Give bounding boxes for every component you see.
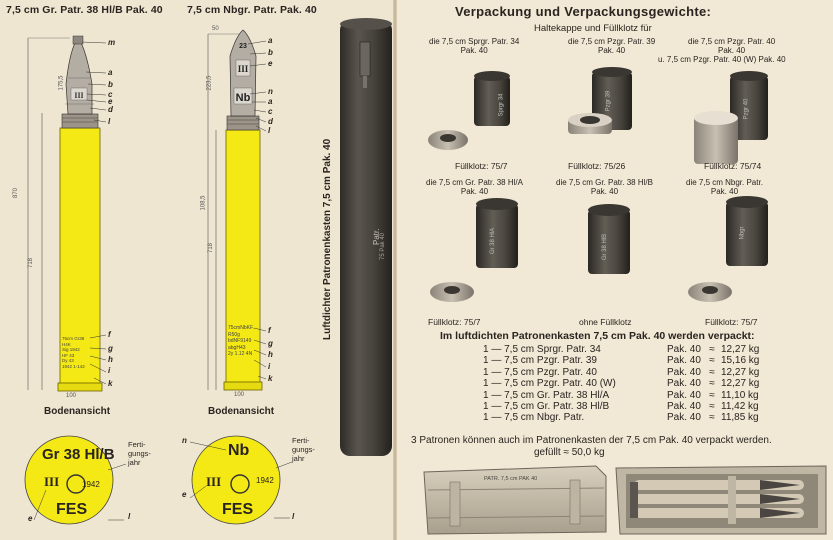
stamp-line: 75cmNbKF.	[228, 325, 254, 331]
weight-pak: Pak. 40	[667, 412, 701, 424]
shell2-label-a2: a	[268, 97, 273, 106]
svg-text:Nb: Nb	[235, 92, 251, 104]
crate-stencil: PATR. 7,5 cm PAK 40	[484, 476, 538, 482]
fertig-line: jahr	[128, 458, 141, 467]
stamp-line: HF 43	[62, 352, 75, 358]
kasten-line: Im luftdichten Patronenkasten 7,5 cm Pak. 40 werden verpackt:	[440, 330, 755, 342]
shell2-label-k: k	[268, 374, 273, 383]
shell1-base-bottom: FES	[56, 501, 88, 518]
shell2-label-d: d	[268, 117, 273, 126]
caption-line: Pak. 40	[598, 46, 626, 55]
weight-kg: 11,85 kg	[721, 412, 759, 424]
shell2-label-b: b	[268, 48, 273, 57]
stamp-line: bdNF9149	[228, 338, 252, 344]
weight-row	[483, 378, 759, 389]
shell2-base-top: Nb	[228, 442, 250, 459]
case-vertical-label: Luftdichter Patronenkasten 7,5 cm Pak. 40	[322, 138, 333, 340]
shell1-label-d: d	[108, 105, 113, 114]
shell2-label-l: l	[268, 126, 271, 135]
weight-item: 1 — 7,5 cm Gr. Patr. 38 Hl/A	[483, 389, 610, 401]
caption-line: die 7,5 cm Gr. Patr. 38 Hl/A	[426, 178, 523, 187]
row2-fuellklotz-1: Füllklotz: 75/7	[428, 317, 481, 327]
shell2-label-g: g	[268, 339, 273, 348]
shell1-dim-head: 175,5	[58, 75, 65, 91]
weight-kg: 11,42 kg	[721, 401, 759, 413]
weight-row	[483, 355, 759, 366]
shell1-label-e: e	[108, 97, 113, 106]
shell2-label-h: h	[268, 350, 273, 359]
stamp-line: 2y 1.12 4N	[228, 351, 253, 357]
stamp-line: R50g	[228, 331, 240, 338]
caption-line: Pak. 40	[590, 187, 619, 196]
fertig-line: Ferti-	[292, 436, 310, 445]
row2-fuellklotz-3: Füllklotz: 75/7	[705, 317, 758, 327]
row2-stamp-3: Nbgr	[739, 226, 746, 240]
weight-kg: 12,27 kg	[721, 378, 760, 390]
row1-fuellklotz-3: Füllklotz: 75/74	[704, 161, 762, 171]
stamp-line: Sig 1942	[62, 347, 80, 352]
stamp-line: H4K	[62, 341, 71, 347]
shell1-base-top: Gr 38 Hl/B	[42, 446, 115, 463]
gefuellt-line: gefüllt ≈ 50,0 kg	[534, 447, 605, 458]
shell1-base-mark: III	[44, 474, 60, 489]
shell2-base-label-e: e	[182, 490, 187, 499]
caption-line: Pak. 40	[460, 46, 488, 55]
shell1-label-b: b	[108, 80, 113, 89]
caption-line: die 7,5 cm Sprgr. Patr. 34	[429, 37, 520, 46]
stamp-line: 1942 1-142	[62, 363, 85, 369]
weight-row	[483, 367, 759, 378]
fertig-line: gungs-	[128, 449, 151, 458]
fertig-line: jahr	[292, 454, 305, 463]
weight-approx: ≈	[709, 344, 715, 355]
weight-approx: ≈	[709, 355, 715, 367]
shell2-base-label-l: l	[292, 512, 295, 521]
shell2-base-view	[186, 424, 296, 536]
shell2-label-e: e	[268, 59, 273, 68]
row1-objects	[420, 64, 830, 174]
shell1-base-label-e: e	[28, 514, 33, 523]
weight-row	[483, 344, 759, 355]
weight-item: 1 — 7,5 cm Pzgr. Patr. 40	[483, 366, 597, 378]
shell2-dim-case: 718	[208, 242, 215, 254]
row1-caption-3	[688, 37, 775, 55]
row1-stamp-2: Pzgr 39	[605, 90, 612, 112]
shell2-dim-tip: 50	[212, 26, 219, 32]
caption-line: Pak. 40	[718, 46, 746, 55]
weight-kg: 12,27 kg	[721, 344, 760, 355]
case-stencil: Patr.	[372, 228, 381, 245]
shell2-label-n: n	[268, 87, 273, 96]
shell2-base-label-n: n	[182, 436, 187, 445]
shell1-base-year: 1942	[82, 480, 100, 489]
shell1-label-l: l	[108, 117, 111, 126]
weight-row	[483, 401, 759, 412]
weight-row	[483, 390, 759, 401]
weight-pak: Pak. 40	[667, 344, 701, 355]
fertig-line: gungs-	[292, 445, 315, 454]
row2-objects	[420, 194, 830, 314]
caption-line: die 7,5 cm Gr. Patr. 38 Hl/B	[556, 178, 653, 187]
weight-item: 1 — 7,5 cm Nbgr. Patr.	[483, 412, 585, 424]
stamp-line: Dy 43	[62, 358, 74, 363]
row1-fuellklotz-2: Füllklotz: 75/26	[568, 161, 626, 171]
shell1-label-a: a	[108, 68, 113, 77]
row1-caption-1	[429, 37, 519, 55]
case-stencil-2: 75 Pak 40	[380, 232, 386, 260]
row1-stamp-1: Sprgr 34	[498, 93, 505, 117]
weight-pak: Pak. 40	[667, 389, 701, 401]
weight-approx: ≈	[709, 412, 715, 424]
shell1-label-i: i	[108, 366, 111, 375]
weight-item: 1 — 7,5 cm Gr. Patr. 38 Hl/B	[483, 401, 610, 413]
weight-item: 1 — 7,5 cm Sprgr. Patr. 34	[483, 344, 601, 355]
shell2-dim-total: 108,5	[200, 195, 207, 211]
shell2-dim-head: 223,5	[206, 75, 213, 91]
stamp-line: 75cm Gr38	[62, 336, 85, 341]
caption-line: Pak. 40	[460, 187, 489, 196]
row2-stamp-2: Gr 38 HlB	[602, 233, 609, 261]
shell1-label-c: c	[108, 90, 113, 99]
shell2-bodenansicht: Bodenansicht	[208, 406, 275, 417]
weight-item: 1 — 7,5 cm Pzgr. Patr. 40 (W)	[483, 378, 616, 390]
shell1-label-k: k	[108, 379, 113, 388]
shell1-stamp	[62, 336, 85, 369]
three-patronen-line: 3 Patronen können auch im Patronenkasten der 7,5 cm Pak. 40 verpackt werden.	[411, 435, 772, 446]
weight-item: 1 — 7,5 cm Pzgr. Patr. 39	[483, 355, 597, 367]
caption-line: die 7,5 cm Pzgr. Patr. 40	[688, 37, 776, 46]
shell2-label-f: f	[268, 326, 271, 335]
shell2-base-mark: III	[206, 474, 222, 489]
shell2-label-a: a	[268, 36, 273, 45]
crate-photos	[420, 462, 830, 538]
weight-approx: ≈	[709, 378, 715, 390]
caption-line: die 7,5 cm Nbgr. Patr.	[686, 178, 763, 187]
svg-text:III: III	[74, 91, 84, 100]
row1-caption-3-extra: u. 7,5 cm Pzgr. Patr. 40 (W) Pak. 40	[658, 55, 786, 64]
caption-line: die 7,5 cm Pzgr. Patr. 39	[568, 37, 656, 46]
weight-approx: ≈	[709, 389, 715, 401]
weight-row	[483, 412, 759, 423]
shell1-dim-case: 718	[28, 257, 35, 269]
patronenkasten-tube	[336, 16, 396, 458]
shell1-dim-total: 870	[13, 187, 20, 199]
shell2-label-c: c	[268, 107, 273, 116]
shell1-base-view	[24, 424, 134, 536]
shell1-label-g: g	[108, 344, 113, 353]
shell2-title: 7,5 cm Nbgr. Patr. Pak. 40	[187, 4, 317, 16]
svg-text:23: 23	[239, 43, 247, 50]
weight-pak: Pak. 40	[667, 366, 701, 378]
row1-caption-2	[568, 37, 655, 55]
shell2-fertig	[292, 436, 315, 463]
shell1-label-f: f	[108, 330, 111, 339]
row1-fuellklotz-1: Füllklotz: 75/7	[455, 161, 508, 171]
row2-fuellklotz-2: ohne Füllklotz	[579, 317, 632, 327]
shell1-base-label-l: l	[128, 512, 131, 521]
shell2-base-bottom: FES	[222, 501, 254, 518]
weight-pak: Pak. 40	[667, 401, 701, 413]
row2-stamp-1: Gr 38 HlA	[490, 227, 497, 255]
weight-approx: ≈	[709, 401, 715, 413]
shell1-dim-base: 100	[66, 393, 77, 399]
packaging-title: Verpackung und Verpackungsgewichte:	[455, 4, 712, 19]
shell1-label-m: m	[108, 38, 116, 47]
weight-pak: Pak. 40	[667, 378, 701, 390]
shell2-dim-base: 100	[234, 392, 245, 398]
svg-text:III: III	[237, 64, 249, 74]
weights-list	[483, 344, 759, 424]
shell1-title: 7,5 cm Gr. Patr. 38 Hl/B Pak. 40	[6, 4, 163, 16]
weight-kg: 15,16 kg	[721, 355, 760, 367]
stamp-line: abgH43	[228, 344, 246, 351]
weight-kg: 11,10 kg	[721, 389, 759, 401]
weight-kg: 12,27 kg	[721, 366, 760, 378]
shell2-base-year: 1942	[256, 476, 274, 485]
fertig-line: Ferti-	[128, 440, 146, 449]
shell2-stamp	[228, 325, 254, 358]
packaging-subtitle: Haltekappe und Füllklotz für	[534, 23, 652, 34]
shell1-bodenansicht: Bodenansicht	[44, 406, 111, 417]
weight-approx: ≈	[709, 366, 715, 378]
weight-pak: Pak. 40	[667, 355, 701, 367]
shell1-label-h: h	[108, 355, 113, 364]
shell2-label-i: i	[268, 362, 271, 371]
row1-stamp-3: Pzgr 40	[743, 98, 750, 120]
shell1-fertig	[128, 440, 151, 467]
caption-line: Pak. 40	[710, 187, 739, 196]
